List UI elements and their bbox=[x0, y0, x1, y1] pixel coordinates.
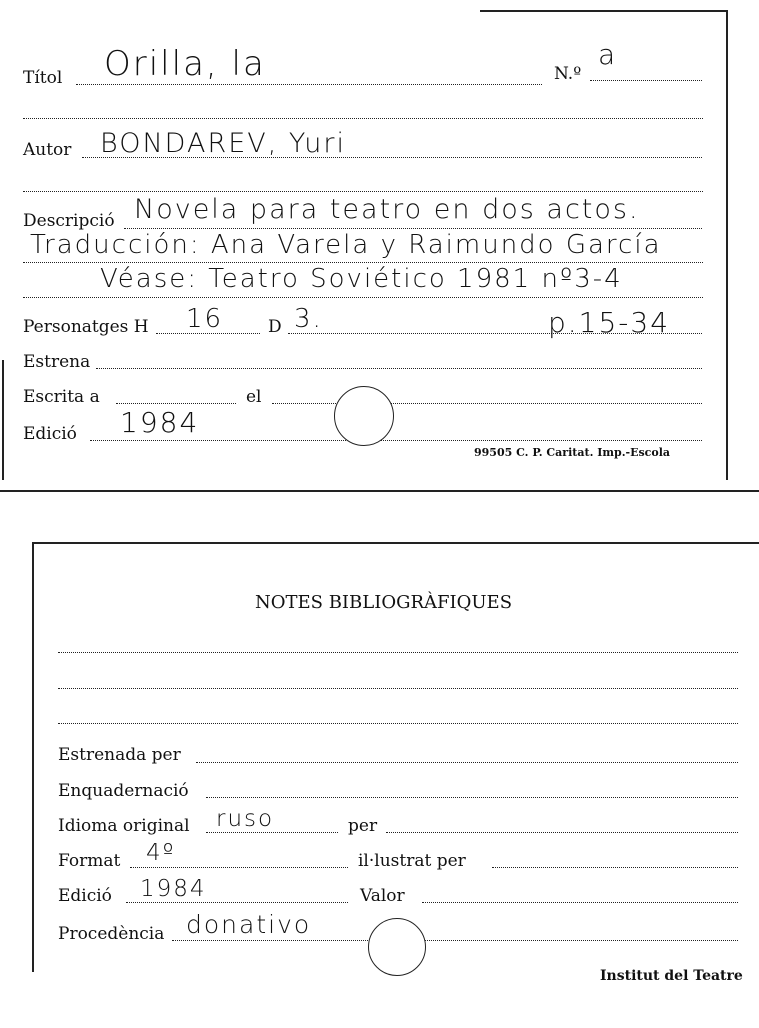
written-at-line bbox=[116, 403, 236, 404]
edition2-value: 1984 bbox=[140, 876, 207, 902]
card-bottom-edge bbox=[0, 490, 759, 492]
original-language-value: ruso bbox=[216, 806, 275, 832]
premiere-line bbox=[96, 368, 702, 369]
author-value: BONDAREV, Yuri bbox=[100, 128, 347, 159]
format-label: Format bbox=[58, 851, 121, 871]
punch-hole bbox=[334, 386, 394, 446]
by-label: per bbox=[348, 816, 378, 836]
card2-top-edge bbox=[34, 542, 759, 544]
illustrated-by-label: il·lustrat per bbox=[358, 851, 466, 871]
original-language-label: Idioma original bbox=[58, 816, 190, 836]
binding-line bbox=[206, 797, 738, 798]
description-value-2: Traducción: Ana Varela y Raimundo García bbox=[30, 230, 662, 260]
value-line bbox=[422, 902, 738, 903]
original-language-line bbox=[206, 832, 338, 833]
number-value: a bbox=[598, 38, 618, 71]
edition2-label: Edició bbox=[58, 886, 112, 906]
provenance-value: donativo bbox=[186, 910, 312, 939]
characters-label: Personatges H bbox=[23, 317, 149, 337]
institution-name: Institut del Teatre bbox=[600, 968, 743, 984]
edition-line bbox=[90, 440, 702, 441]
card-left-edge bbox=[2, 360, 4, 480]
edition2-line bbox=[126, 902, 348, 903]
card-right-edge bbox=[726, 10, 728, 480]
characters-d-label: D bbox=[268, 317, 282, 337]
title-value: Orilla, la bbox=[104, 44, 266, 84]
written-on-label: el bbox=[246, 387, 262, 407]
number-line bbox=[590, 80, 702, 81]
format-line bbox=[130, 867, 348, 868]
number-label: N.º bbox=[554, 64, 582, 84]
characters-h-value: 16 bbox=[186, 304, 224, 334]
pages-value: p.15-34 bbox=[548, 306, 671, 339]
provenance-line bbox=[172, 940, 738, 941]
value-label: Valor bbox=[360, 886, 405, 906]
title-line bbox=[76, 84, 542, 85]
author-label: Autor bbox=[23, 140, 72, 160]
description-value-1: Novela para teatro en dos actos. bbox=[134, 194, 640, 225]
printer-imprint: 99505 C. P. Caritat. Imp.-Escola bbox=[474, 446, 671, 459]
description-value-3: Véase: Teatro Soviético 1981 nº3-4 bbox=[100, 264, 623, 294]
edition-label: Edició bbox=[23, 424, 77, 444]
edition-value: 1984 bbox=[120, 406, 200, 439]
by-line bbox=[386, 832, 738, 833]
notes-line-1 bbox=[58, 652, 738, 653]
description-line-2 bbox=[23, 262, 703, 263]
description-line-1 bbox=[124, 228, 702, 229]
card2-left-edge bbox=[32, 542, 34, 972]
notes-line-2 bbox=[58, 688, 738, 689]
binding-label: Enquadernació bbox=[58, 781, 189, 801]
written-at-label: Escrita a bbox=[23, 387, 100, 407]
title-label: Títol bbox=[23, 68, 63, 88]
illustrated-by-line bbox=[492, 867, 738, 868]
provenance-label: Procedència bbox=[58, 924, 165, 944]
notes-line-3 bbox=[58, 723, 738, 724]
format-value: 4º bbox=[146, 840, 176, 866]
premiere-label: Estrena bbox=[23, 352, 91, 372]
premiered-by-label: Estrenada per bbox=[58, 745, 181, 765]
description-label: Descripció bbox=[23, 211, 115, 231]
description-line-3 bbox=[23, 297, 703, 298]
notes-heading: NOTES BIBLIOGRÀFIQUES bbox=[255, 592, 513, 613]
blank-line-2 bbox=[23, 191, 703, 192]
characters-d-value: 3. bbox=[294, 304, 323, 334]
premiered-by-line bbox=[196, 762, 738, 763]
card-top-edge bbox=[480, 10, 728, 12]
blank-line-1 bbox=[23, 118, 703, 119]
punch-hole-2 bbox=[368, 918, 426, 976]
